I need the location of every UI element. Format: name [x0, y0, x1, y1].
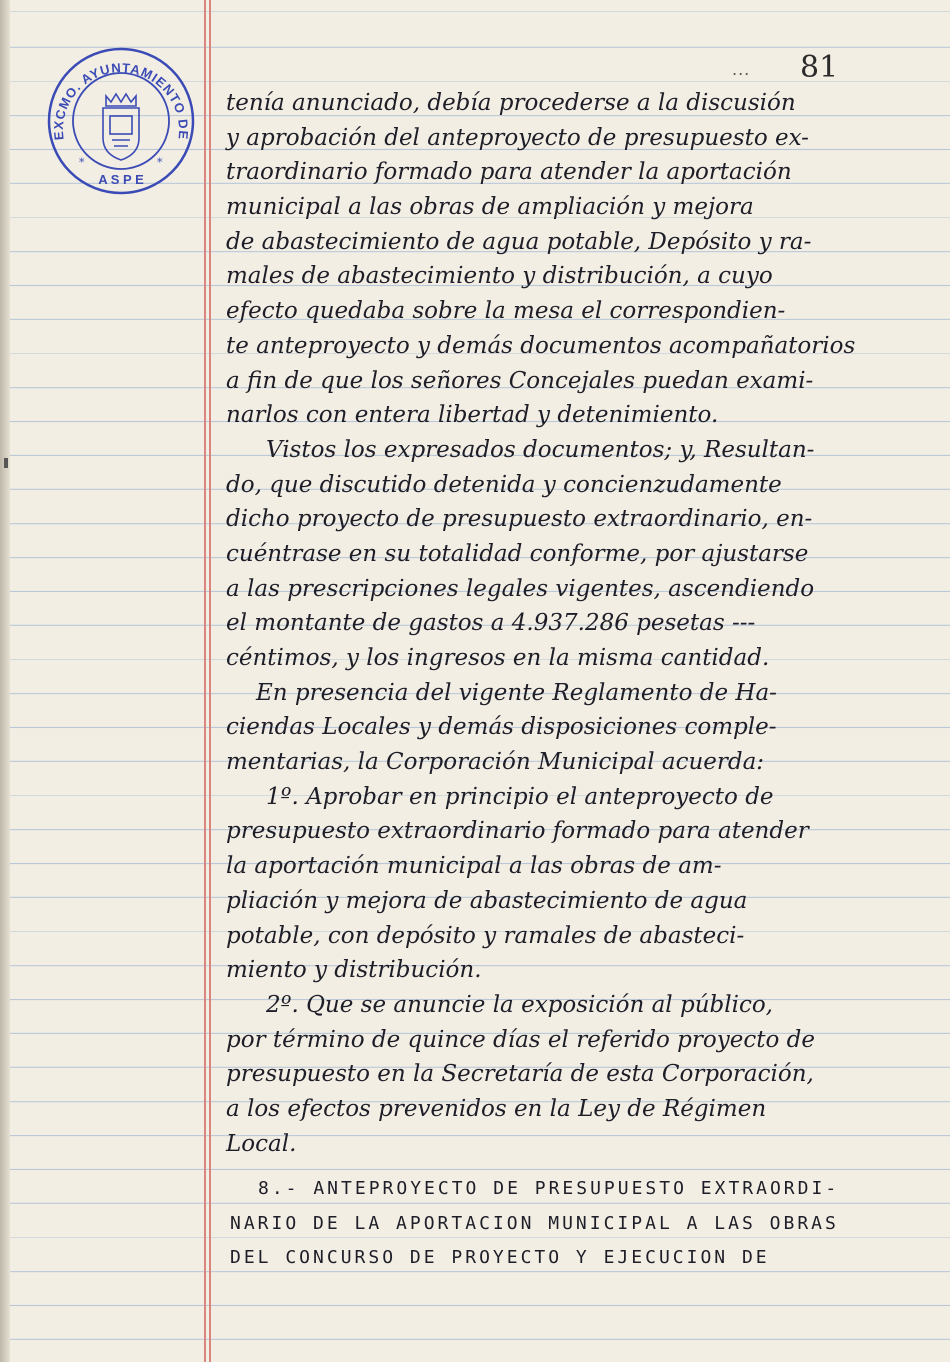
text-line: Local. [226, 1130, 297, 1157]
svg-text:*: * [157, 156, 163, 169]
text-line: Vistos los expresados documentos; y, Resultan- [266, 436, 815, 463]
text-line: 1º. Aprobar en principio el anteproyecto de [266, 783, 774, 810]
text-line: céntimos, y los ingresos en la misma cantidad. [226, 645, 770, 671]
text-line: te anteproyecto y demás documentos acompañatorios [226, 332, 856, 359]
text-line: miento y distribución. [226, 957, 482, 984]
text-line: tenía anunciado, debía procederse a la discusión [226, 90, 796, 116]
coat-of-arms-icon [103, 94, 139, 160]
seal-ring-text: EXCMO. AYUNTAMIENTO DE [50, 60, 192, 141]
text-line: cuéntrase en su totalidad conforme, por ajustarse [226, 540, 809, 567]
text-line: a los efectos prevenidos en la Ley de Régimen [226, 1095, 767, 1122]
seal-bottom-text: A S P E [98, 172, 144, 187]
page-number: 81 [800, 50, 839, 85]
text-line: efecto quedaba sobre la mesa el correspondien- [226, 298, 786, 325]
text-line: traordinario formado para atender la aportación [226, 159, 792, 186]
text-line: 2º. Que se anuncie la exposición al público, [266, 991, 773, 1018]
page-binding-edge [0, 0, 10, 1362]
text-line: a fin de que los señores Concejales puedan exami- [226, 367, 814, 394]
binding-pin [4, 458, 8, 468]
heading-line: NARIO DE LA APORTACION MUNICIPAL A LAS OBRAS [230, 1212, 839, 1234]
text-line: do, que discutido detenida y concienzudamente [226, 471, 782, 498]
svg-text:EXCMO. AYUNTAMIENTO DE [51, 60, 191, 141]
text-line: municipal a las obras de ampliación y mejora [226, 194, 754, 221]
svg-text:*: * [79, 156, 85, 169]
text-line: ciendas Locales y demás disposiciones comple- [226, 714, 777, 741]
text-line: a las prescripciones legales vigentes, ascendiendo [226, 575, 815, 602]
text-line: pliación y mejora de abastecimiento de agua [226, 887, 748, 914]
page-marks: ... [732, 60, 751, 79]
heading-line: DEL CONCURSO DE PROYECTO Y EJECUCION DE [230, 1247, 770, 1268]
heading-line: 8.- ANTEPROYECTO DE PRESUPUESTO EXTRAORDI- [258, 1178, 840, 1199]
text-line: la aportación municipal a las obras de am- [226, 853, 722, 880]
text-line: de abastecimiento de agua potable, Depósito y ra- [226, 228, 812, 255]
text-line: narlos con entera libertad y detenimiento. [226, 402, 719, 429]
text-line: males de abastecimiento y distribución, a cuyo [226, 263, 773, 290]
handwritten-minutes [226, 86, 926, 1161]
text-line: En presencia del vigente Reglamento de Ha- [256, 679, 777, 706]
text-line: dicho proyecto de presupuesto extraordinario, en- [226, 506, 813, 533]
text-line: y aprobación del anteproyecto de presupuesto ex- [226, 124, 809, 151]
text-line: presupuesto extraordinario formado para atender [226, 818, 809, 845]
agenda-item-heading [230, 1172, 920, 1276]
margin-rule [209, 0, 211, 1362]
text-line: por término de quince días el referido proyecto de [226, 1026, 815, 1053]
margin-rule [204, 0, 206, 1362]
municipal-seal [46, 46, 196, 196]
text-line: el montante de gastos a 4.937.286 pesetas --- [226, 610, 756, 637]
text-line: mentarias, la Corporación Municipal acuerda: [226, 749, 765, 776]
text-line: potable, con depósito y ramales de abasteci- [226, 922, 745, 949]
text-line: presupuesto en la Secretaría de esta Corporación, [226, 1061, 814, 1088]
